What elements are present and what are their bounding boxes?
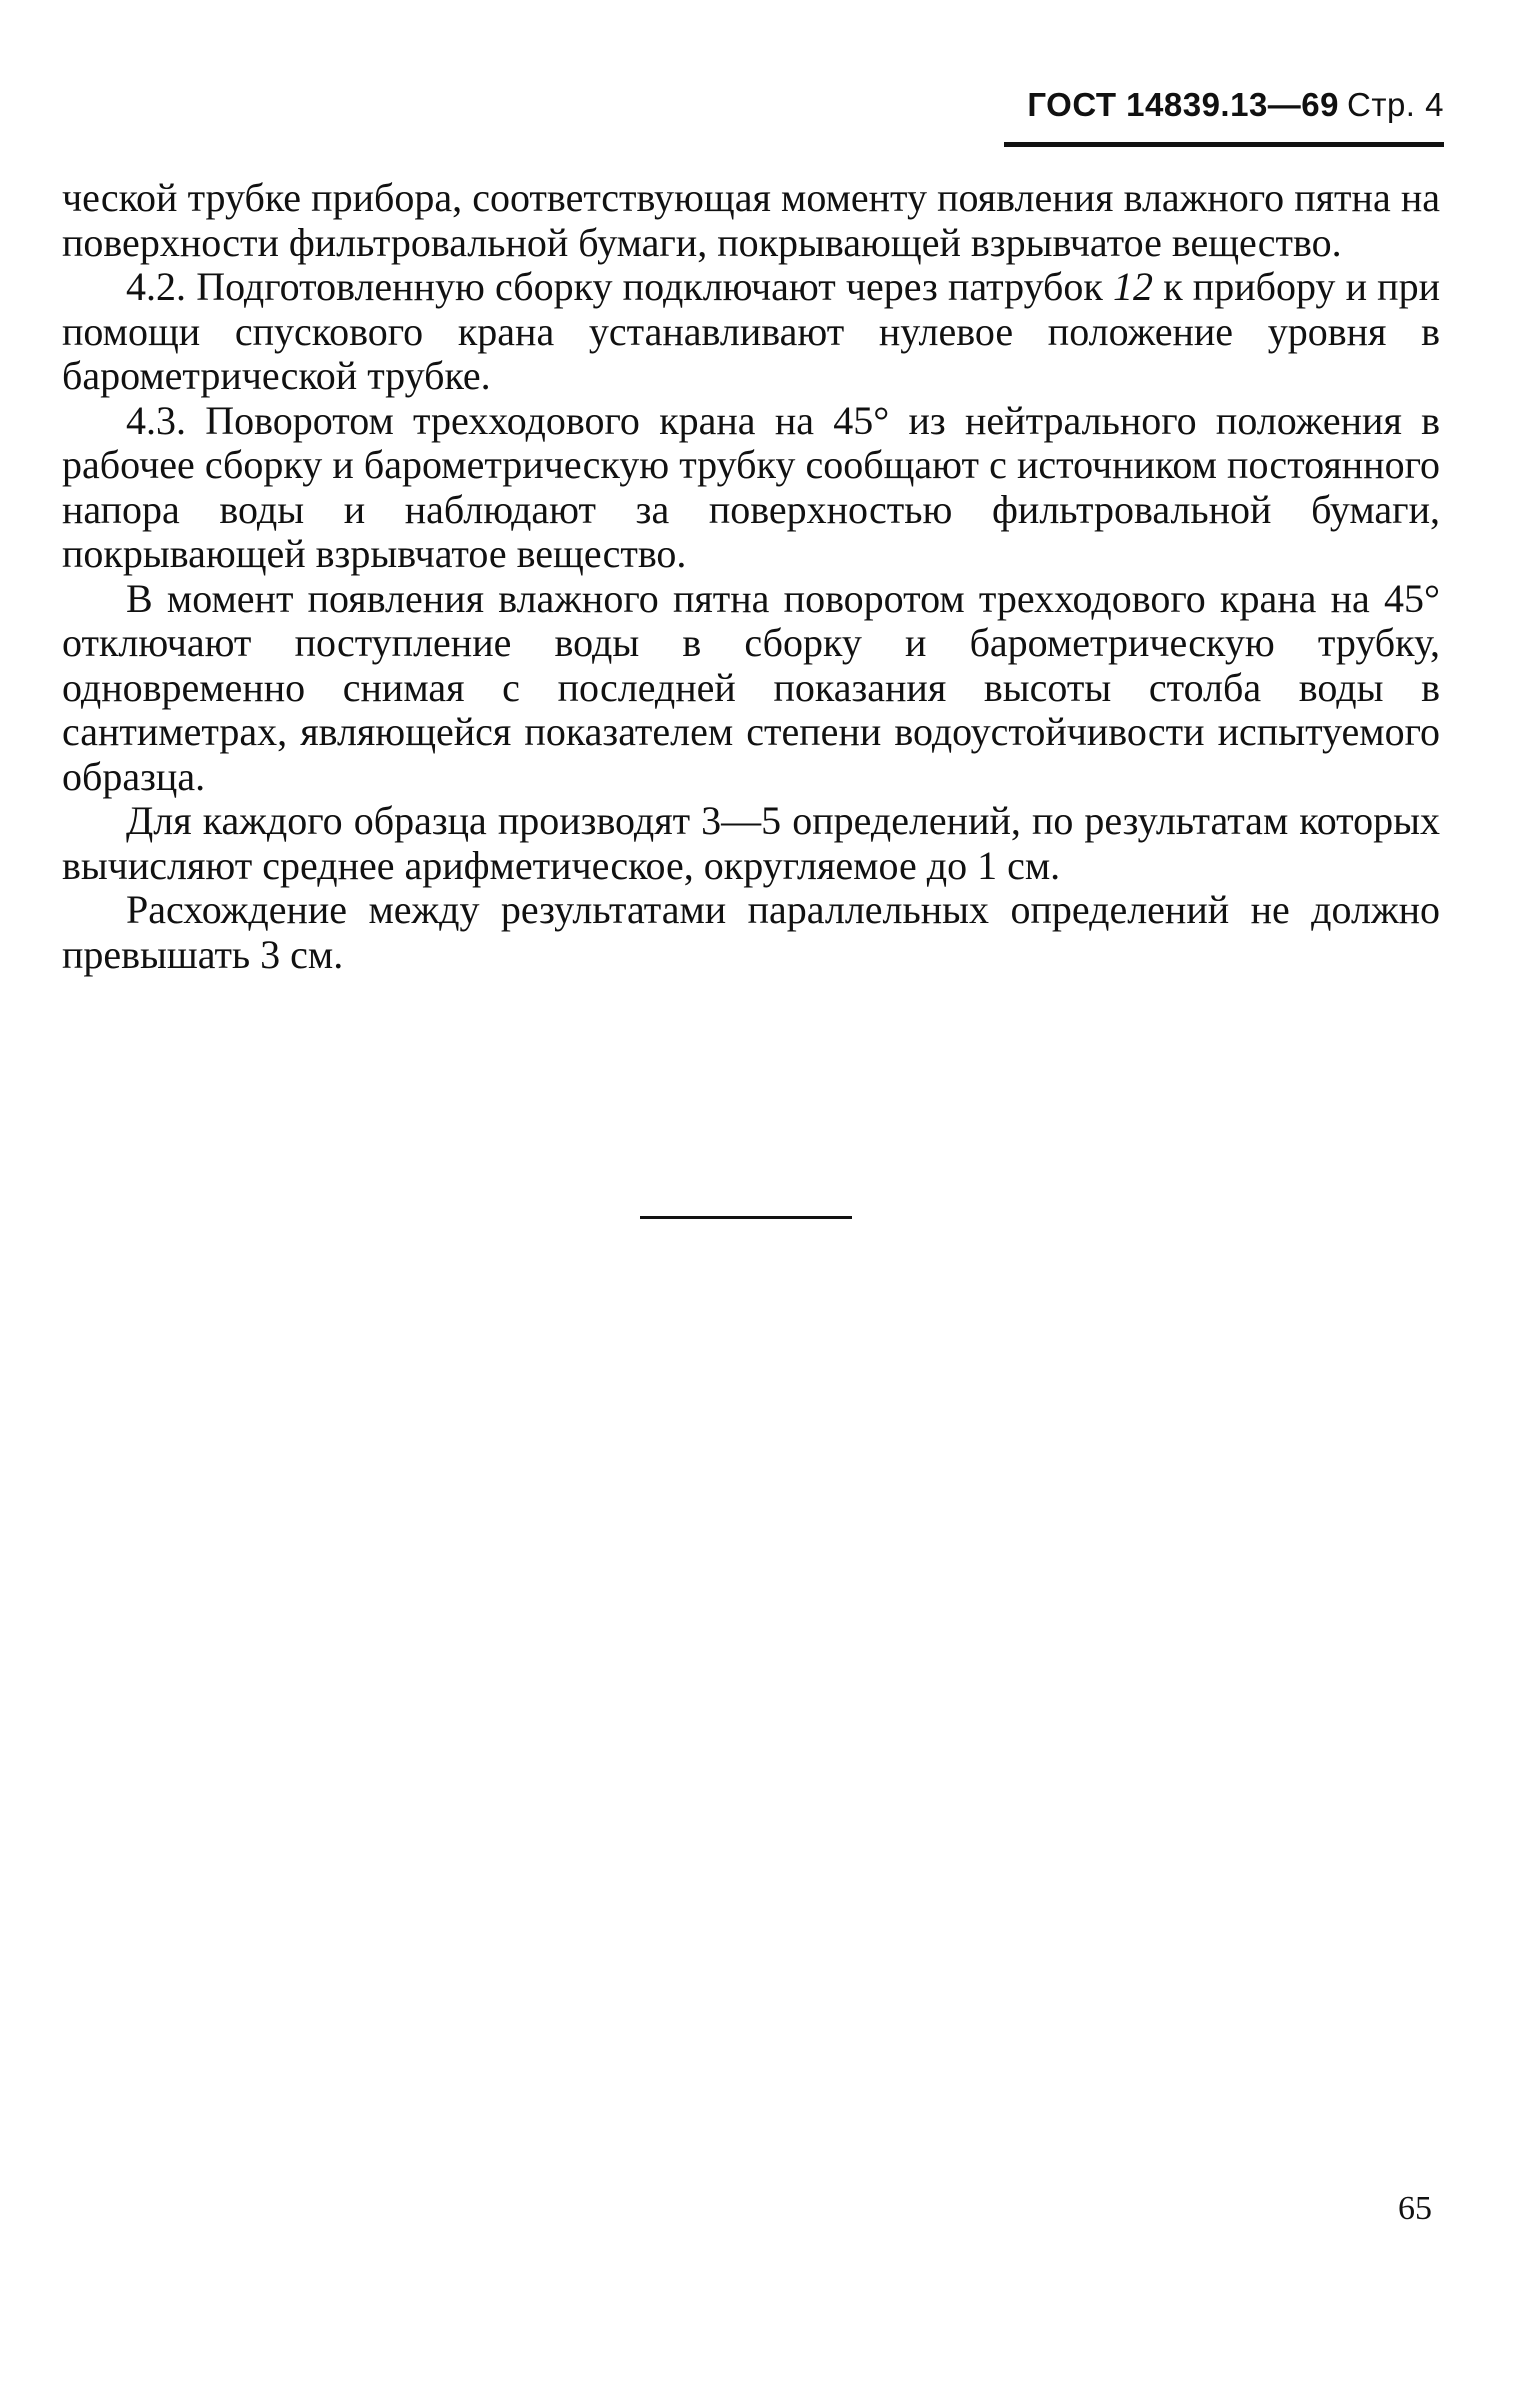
standard-code: ГОСТ 14839.13—69 — [1027, 86, 1339, 123]
paragraph-determinations — [62, 799, 1440, 888]
section-end-rule — [640, 1216, 852, 1219]
paragraph-text-after: к прибору и при помощи спускового крана устанавливают нулевое положение уровня в барометрической трубке. — [62, 264, 1440, 398]
header-rule — [1004, 142, 1444, 147]
paragraph-text: ческой трубке прибора, соответствующая моменту появления влажного пятна на поверхности фильтровальной бумаги, покрывающей взрывчатое вещество. — [62, 175, 1440, 265]
page-number: 65 — [1398, 2190, 1432, 2227]
paragraph-text: Подготовленную сборку подключают через патрубок — [196, 264, 1114, 309]
paragraph-4-2 — [62, 265, 1440, 399]
paragraph-continuation — [62, 176, 1440, 265]
paragraph-text: В момент появления влажного пятна поворотом трехходового крана на 45° отключают поступление воды в сборку и барометрическую трубку, одновременно снимая с последней показания высоты столба воды в сантиметрах, являющейся показателем степени водоустойчивости испытуемого образца. — [62, 575, 1440, 799]
reference-number: 12 — [1113, 264, 1154, 309]
paragraph-moment — [62, 577, 1440, 800]
clause-number: 4.2. — [126, 264, 186, 309]
page-label: Стр. 4 — [1347, 86, 1444, 123]
paragraph-text: Расхождение между результатами параллельных определений не должно превышать 3 см. — [62, 887, 1440, 977]
page-header — [1004, 86, 1444, 124]
clause-number: 4.3. — [126, 397, 186, 443]
paragraph-text: Поворотом трехходового крана на 45° из нейтрального положения в рабочее сборку и барометрическую трубку сообщают с источником постоянного напора воды и наблюдают за поверхностью фильтровальной бумаги, покрывающей взрывчатое вещество. — [62, 397, 1441, 576]
body-text — [62, 176, 1440, 977]
paragraph-text: Для каждого образца производят 3—5 определений, по результатам которых вычисляют среднее арифметическое, округляемое до 1 см. — [62, 798, 1440, 888]
paragraph-4-3 — [62, 399, 1440, 577]
paragraph-divergence — [62, 888, 1440, 977]
